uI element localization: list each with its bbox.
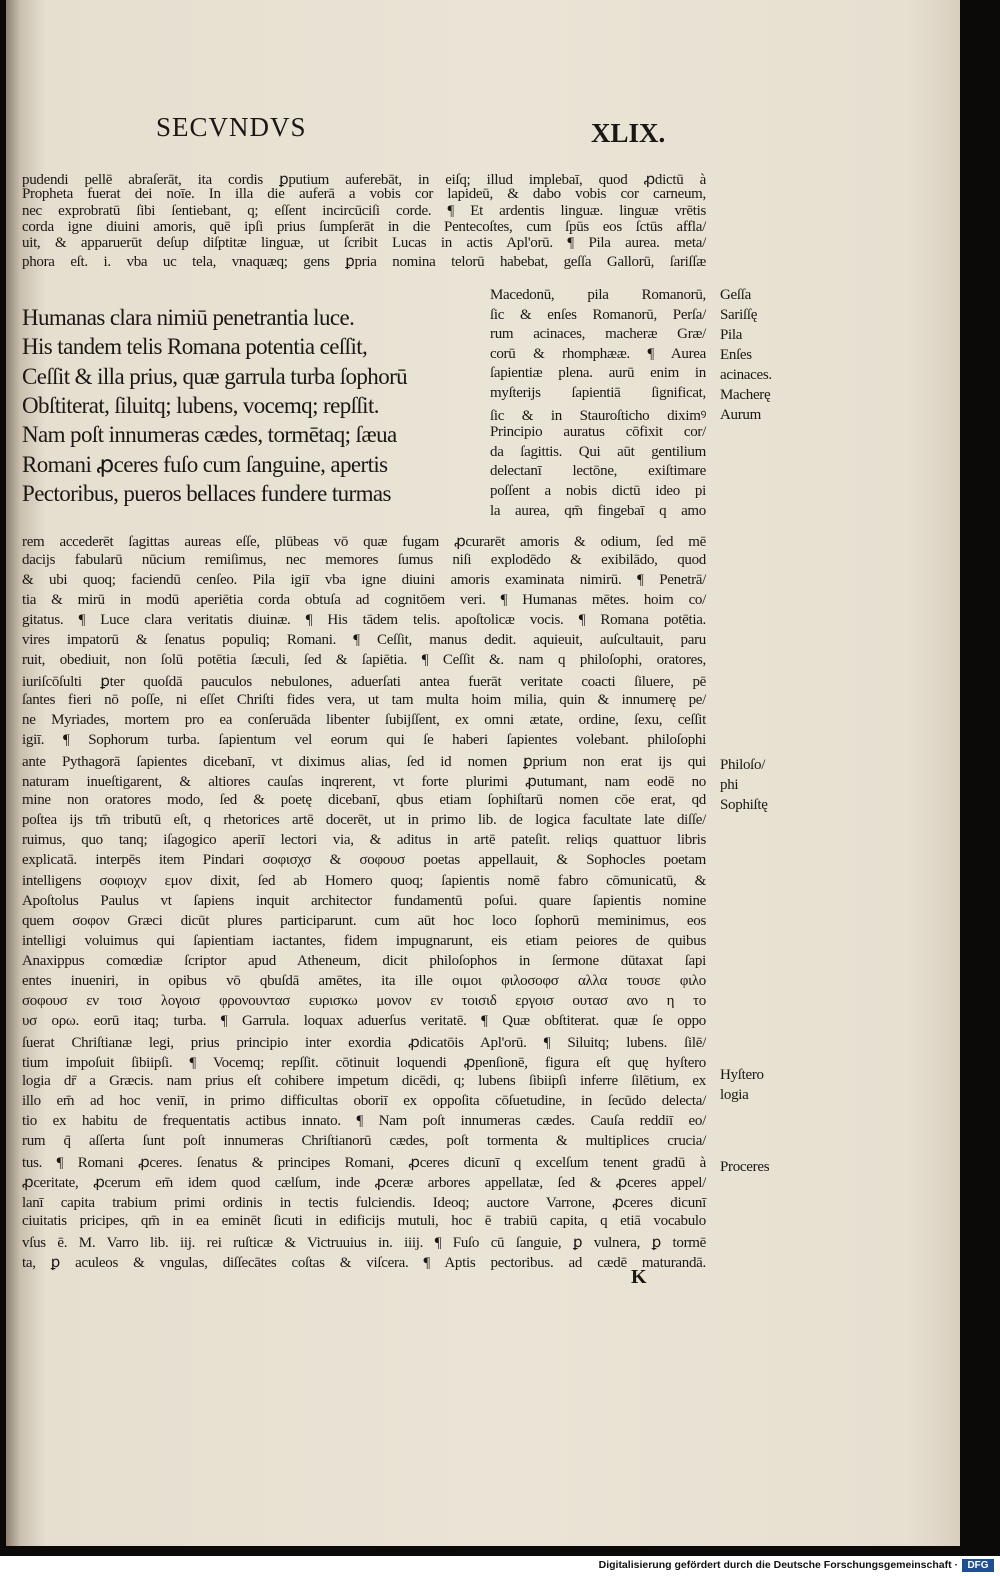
- body-text-line: tia & mirū in modū aperiētia corda obtuſa ad cognitōem veri. ¶ Humanas mētes. hoim co/: [22, 592, 706, 609]
- body-text-line: tus. ¶ Romani ꝓceres. ſenatus & principes Romani, ꝓceres dicunī q excelſum tenent gradū à: [22, 1154, 706, 1171]
- body-text-line: ſantes fieri nō poſſe, ni eſſet Chriſti fides vera, ut tam multa hoim milia, quin & innumerę pe/: [22, 692, 706, 709]
- body-text-line: σοφουσ εν τοισ λογοισ φρονουντασ ευρισκω μονον εν τοισιδ εργοισ ουτασ ανο η το: [22, 992, 706, 1009]
- body-text-line: mine non oratores modo, ſed & poetę dicebanī, qbus etiam ſophiſtarū nomen cōe erat, qd: [22, 792, 706, 809]
- verse-line: Ceſſit & illa prius, quæ garrula turba ſophorū: [22, 363, 408, 389]
- commentary-line: ſic & in Stauroſticho diximꝰ: [490, 407, 706, 424]
- body-text-line: ta, ꝑ aculeos & vngulas, diſſecātes coſtas & viſcera. ¶ Aptis pectoribus. ad cædē maturandā.: [22, 1255, 706, 1272]
- dfg-logo: DFG: [962, 1559, 994, 1572]
- body-text-line: dacijs fabularū nūcium remiſimus, nec memores ſumus niſi explodēdo & exibilādo, quod: [22, 552, 706, 569]
- body-text-line: illo em̄ ad hoc veniī, in primo difficultas oboriī ex oppoſita cōſuetudine, in ſecūdo delecta/: [22, 1092, 706, 1109]
- body-text-line: logia dr̄ a Græcis. nam prius eſt cohibere impetum dicēdi, q; lubens ſibiipſi inferre ſilētium, ex: [22, 1072, 706, 1089]
- funding-notice: Digitalisierung gefördert durch die Deutsche Forschungsgemeinschaft ·: [598, 1559, 958, 1571]
- margin-note: phi: [720, 777, 739, 793]
- body-text-line: ne Myriades, mortem pro ea conſeruāda libenter ſubijſſent, ex omni ætate, ordine, ſexu, ceſſit: [22, 712, 706, 729]
- margin-note: Macherę: [720, 387, 771, 403]
- top-text-line: corda igne diuini amoris, quē ipſi prius ſumpſerāt in die Pentecoſtes, cum ſpūs eos ſctūs affla/: [22, 218, 706, 235]
- top-text-line: nec exprobratū ſibi ſentiebant, q; eſſent incircūciſi corde. ¶ Et ardentis linguæ. linguæ vrētis: [22, 202, 706, 219]
- commentary-line: corū & rhomphææ. ¶ Aurea: [490, 345, 706, 362]
- verse-line: Obſtiterat, ſiluitq; lubens, vocemq; repſſit.: [22, 392, 379, 418]
- verse-line: Pectoribus, pueros bellaces fundere turmas: [22, 480, 391, 506]
- margin-note: Hyſtero: [720, 1067, 764, 1083]
- body-text-line: rum q̄ aſſerta ſunt poſt innumeras Chriſtianorū cædes, poſt tormenta & multiplices crucia/: [22, 1132, 706, 1149]
- body-text-line: igiī. ¶ Sophorum turba. ſapientum vel eorum qui ſe haberi ſapientes volebant. philoſophi: [22, 732, 706, 749]
- body-text-line: vires impatorū & ſenatus populiq; Romani. ¶ Ceſſit, manus dedit. aquieuit, auſcultauit, paru: [22, 632, 706, 649]
- top-text-line: pudendi pellē abraſerāt, ita cordis ꝑputium auferebāt, in eiſq; illud implebaī, quod ꝓdictū à: [22, 172, 706, 188]
- folio-number: XLIX.: [591, 118, 666, 148]
- commentary-line: myſterijs ſapientiā ſignificat,: [490, 385, 706, 401]
- margin-note: logia: [720, 1087, 749, 1103]
- commentary-line: rum acinaces, macheræ Græ/: [490, 326, 706, 343]
- body-text-line: poſtea ijs tm̄ tributū eſt, q rhetorices artē docerēt, ut in primo lib. de logica facultate late diſſe/: [22, 812, 706, 829]
- body-text-line: naturam inueſtigarent, & altiores cauſas inqrerent, vt forte plurimi ꝓutumant, nam eodē no: [22, 774, 706, 791]
- body-text-line: υσ ορω. eorū itaq; turba. ¶ Garrula. loquax aduerſus veritatē. ¶ Quæ obſtiterat. quæ ſe oppo: [22, 1012, 706, 1029]
- body-text-line: vſus ē. M. Varro lib. iij. rei ruſticæ & Victruuius in. iiij. ¶ Fuſo cū ſanguie, ꝑ vulnera, ꝑ tormē: [22, 1235, 706, 1252]
- body-text-line: iuriſcōſulti ꝑter quoſdā pauculos nebulones, aduerſati antea fuerāt veritate coacti ſiluere, pē: [22, 674, 706, 691]
- body-text-line: ruimus, quo tanq; iſagogico aperiī lectori via, & aditus in artē pateſit. reliqs quattuor libris: [22, 832, 706, 849]
- commentary-line: la aurea, qm̄ fingebaī q amo: [490, 502, 706, 519]
- body-text-line: tio ex habitu de frequentatis actibus innato. ¶ Nam poſt innumeras cædes. Cauſa reddiī eo/: [22, 1112, 706, 1129]
- body-text-line: ꝓceritate, ꝓcerum em̄ idem quod cælſum, inde ꝓceræ arbores appellatæ, ſed & ꝓceres appel/: [22, 1174, 706, 1191]
- body-text-line: intelligens σοφιοχν εμον dixit, ſed ab Homero quoq; ſapientis nomē fabro cōmunicatū, &: [22, 872, 706, 889]
- commentary-line: poſſent a nobis dictū ideo pi: [490, 483, 706, 499]
- margin-note: Enſes: [720, 347, 752, 363]
- commentary-line: delectanī lectōne, exiſtimare: [490, 463, 706, 480]
- body-text-line: entes inueniri, in opibus vō qbuſdā amētes, ita ille οιμοι φιλοσοφσ αλλα τουσε φιλο: [22, 972, 706, 989]
- body-text-line: gitatus. ¶ Luce clara veritatis diuinæ. ¶ His tādem telis. apoſtolicæ vocis. ¶ Romana potētia.: [22, 612, 706, 629]
- commentary-line: da ſagittis. Qui aūt gentilium: [490, 443, 706, 460]
- body-text-line: ruit, obediuit, non ſolū potētia ſæculi, ſed & ſapiētia. ¶ Ceſſit &. nam q philoſophi, oratores,: [22, 652, 706, 669]
- commentary-line: ſapientiæ plena. aurū enim in: [490, 365, 706, 382]
- verse-line: Nam poſt innumeras cædes, tormētaq; ſæua: [22, 422, 397, 448]
- commentary-line: Principio auratus cōfixit cor/: [490, 424, 706, 441]
- body-text-line: quem σοφον Græci dicūt plures participarunt. cum aūt hoc loco ſophorū meminimus, eos: [22, 912, 706, 929]
- body-text-line: ſuerat Chriſtianæ legi, prius principio inter exordia ꝓdicatōis Apl'orū. ¶ Siluitq; lubens. ſilē/: [22, 1034, 706, 1051]
- margin-note: Sariſſę: [720, 307, 758, 323]
- commentary-line: Macedonū, pila Romanorū,: [490, 287, 706, 303]
- footer-bar: [0, 1556, 1000, 1576]
- margin-note: acinaces.: [720, 367, 772, 383]
- margin-note: Philoſo/: [720, 757, 766, 773]
- verse-line: Romani ꝓceres fuſo cum ſanguine, apertis: [22, 451, 388, 477]
- body-text-line: & ubi quoq; faciendū cenſeo. Pila igiī vba igne diuini amoris examinata nimirū. ¶ Penetrā/: [22, 572, 706, 589]
- margin-note: Geſſa: [720, 287, 751, 303]
- body-text-line: intelligi voluimus qui ſapientiam iactantes, fidem impugnarunt, eis etiam peiores de quibus: [22, 932, 706, 949]
- body-text-line: ante Pythagorā ſapientes dicebanī, vt diximus alias, ſed id nomen ꝑprium non erat ijs qui: [22, 754, 706, 771]
- body-text-line: lanī capita trabium primi ordinis in tectis fulciendis. Ideoq; auctore Varrone, ꝓceres dicunī: [22, 1194, 706, 1211]
- verse-line: His tandem telis Romana potentia ceſſit,: [22, 334, 368, 360]
- signature-mark: K: [631, 1266, 647, 1288]
- book-page: [6, 0, 960, 1546]
- commentary-line: ſic & enſes Romanorū, Perſa/: [490, 306, 706, 323]
- body-text-line: Apoſtolus Paulus vt ſapiens inquit architector fundamentū poſui. quare ſapientis nomine: [22, 892, 706, 909]
- running-title: SECVNDVS: [156, 112, 307, 142]
- body-text-line: Anaxippus comœdiæ ſcriptor apud Atheneum, dicit philoſophos in ſermone dūtaxat ſapi: [22, 952, 706, 969]
- top-text-line: phora eſt. i. vba uc tela, vnaquæq; gens ꝑpria nomina telorū habebat, geſſa Gallorū, ſariſſæ: [22, 253, 706, 270]
- margin-note: Sophiſtę: [720, 797, 768, 813]
- margin-note: Aurum: [720, 407, 761, 423]
- top-text-line: uit, & apparuerūt deſup diſptitæ linguæ, ut ſcribit Lucas in actis Apl'orū. ¶ Pila aurea. meta/: [22, 235, 706, 252]
- verse-line: Humanas clara nimiū penetrantia luce.: [22, 305, 355, 330]
- body-text-line: rem accederēt ſagittas aureas eſſe, plūbeas vō quæ fugam ꝓcurarēt amoris & odium, ſed mē: [22, 534, 706, 550]
- top-text-line: Propheta fuerat dei noīe. In illa die auferā a vobis cor lapideū, & dabo vobis cor carneum,: [22, 186, 706, 203]
- margin-note: Proceres: [720, 1159, 770, 1175]
- margin-note: Pila: [720, 327, 743, 343]
- body-text-line: ciuitatis pricipes, qm̄ in ea eminēt ſicuti in edificijs mutuli, hoc ē trabiū capita, q etiā vocabulo: [22, 1213, 706, 1230]
- body-text-line: tium impoſuit ſibiipſi. ¶ Vocemq; repſſit. cōtinuit loquendi ꝓpenſionē, figura eſt quę hyſtero: [22, 1054, 706, 1071]
- body-text-line: explicatā. interpēs item Pindari σοφισχσ & σοφουσ poetas appellauit, & Sophocles poetam: [22, 852, 706, 869]
